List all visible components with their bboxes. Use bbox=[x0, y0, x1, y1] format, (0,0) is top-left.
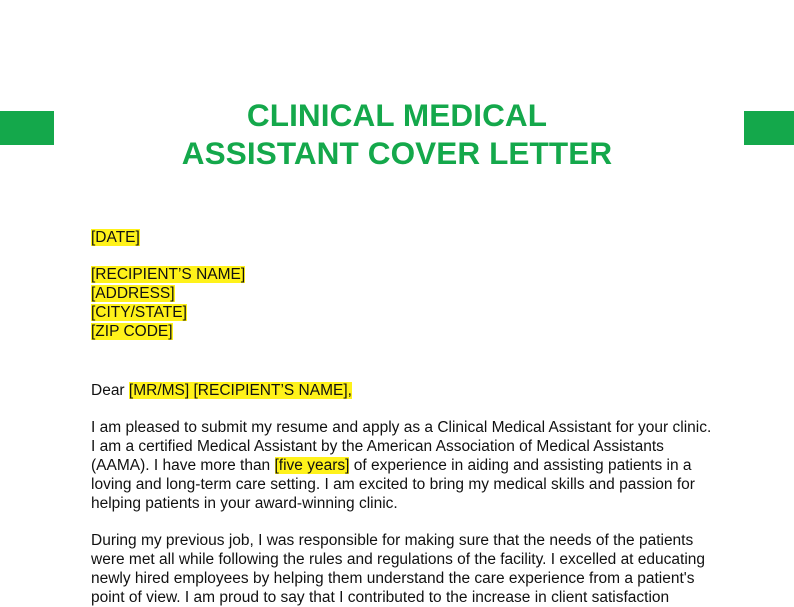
title-line-1: CLINICAL MEDICAL bbox=[246, 97, 548, 133]
salutation-placeholder: [MR/MS] [RECIPIENT’S NAME], bbox=[128, 382, 352, 399]
address-line bbox=[91, 284, 711, 303]
years-placeholder: [five years] bbox=[274, 457, 350, 474]
paragraph-1-line-4: loving and long-term care setting. I am excited to bring my medical skills and passion for bbox=[91, 476, 695, 493]
paragraph-1-line-1: I am pleased to submit my resume and apply as a Clinical Medical Assistant for your clinic. bbox=[91, 419, 712, 436]
paragraph-1-line-3-after: of experience in aiding and assisting patients in a bbox=[349, 457, 692, 474]
date-placeholder: [DATE] bbox=[91, 229, 140, 246]
paragraph-2-line-3: newly hired employees by helping them understand the care experience from a patient's bbox=[91, 570, 695, 587]
paragraph-1-line-2: I am a certified Medical Assistant by the American Association of Medical Assistants bbox=[91, 438, 664, 455]
title-line-2: ASSISTANT COVER LETTER bbox=[181, 135, 613, 171]
paragraph-2 bbox=[91, 531, 711, 607]
zip-code-line bbox=[91, 322, 711, 341]
paragraph-2-line-1: During my previous job, I was responsible for making sure that the needs of the patients bbox=[91, 532, 694, 549]
document-title bbox=[0, 96, 794, 172]
zip-code-placeholder: [ZIP CODE] bbox=[91, 323, 173, 340]
paragraph-1 bbox=[91, 418, 711, 513]
paragraph-2-line-2: were met all while following the rules and regulations of the facility. I excelled at educating bbox=[91, 551, 706, 568]
paragraph-2-line-4: point of view. I am proud to say that I contributed to the increase in client satisfaction bbox=[91, 589, 670, 606]
paragraph-1-line-5: helping patients in your award-winning clinic. bbox=[91, 495, 398, 512]
recipient-name-line bbox=[91, 265, 711, 284]
letter-body bbox=[91, 228, 711, 607]
recipient-name-placeholder: [RECIPIENT’S NAME] bbox=[91, 266, 246, 283]
date-line bbox=[91, 228, 711, 247]
city-state-placeholder: [CITY/STATE] bbox=[91, 304, 187, 321]
address-placeholder: [ADDRESS] bbox=[91, 285, 175, 302]
salutation-prefix: Dear bbox=[91, 382, 129, 399]
paragraph-1-line-3-before: (AAMA). I have more than bbox=[91, 457, 275, 474]
salutation bbox=[91, 381, 711, 400]
city-state-line bbox=[91, 303, 711, 322]
paragraph-1-line-3 bbox=[91, 456, 711, 475]
